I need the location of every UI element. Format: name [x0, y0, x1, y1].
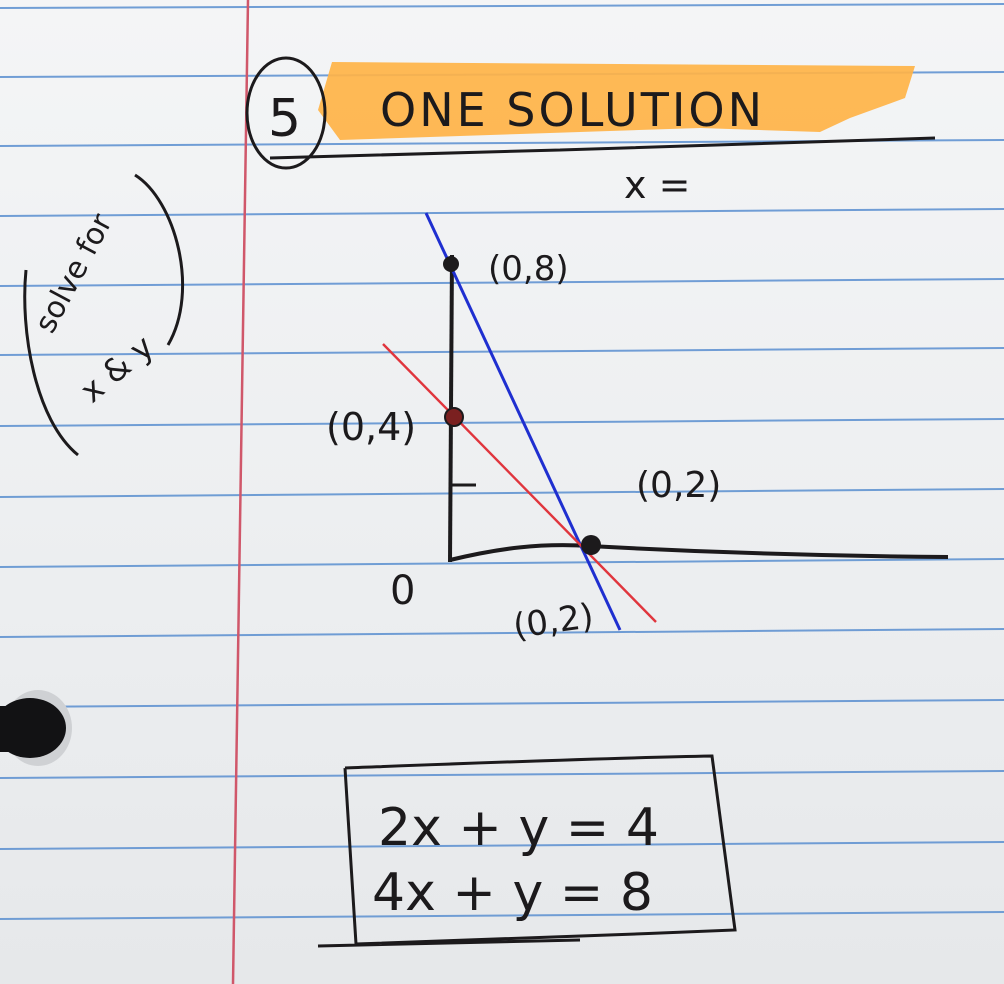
origin-label: 0 [390, 568, 416, 614]
point-0-4 [445, 408, 463, 426]
title: ONE SOLUTION [380, 83, 765, 137]
point-intersection [581, 535, 601, 555]
margin-note-line2: x & y [72, 327, 161, 411]
binder-hole [0, 690, 72, 766]
point-0-8 [443, 256, 459, 272]
title-underline [270, 138, 935, 158]
margin-note-line1: solve for [28, 208, 120, 339]
problem-number: 5 [268, 89, 302, 149]
axes [450, 255, 948, 562]
label-0-2-lower: (0,2) [510, 596, 597, 647]
label-0-8: (0,8) [488, 249, 569, 289]
red-line [383, 344, 656, 622]
label-0-4: (0,4) [326, 405, 417, 449]
equation-2: 4x + y = 8 [372, 863, 653, 923]
equation-1: 2x + y = 4 [378, 798, 659, 858]
x-equals: x = [624, 163, 691, 207]
margin-line [233, 0, 248, 984]
label-0-2-upper: (0,2) [636, 465, 722, 506]
